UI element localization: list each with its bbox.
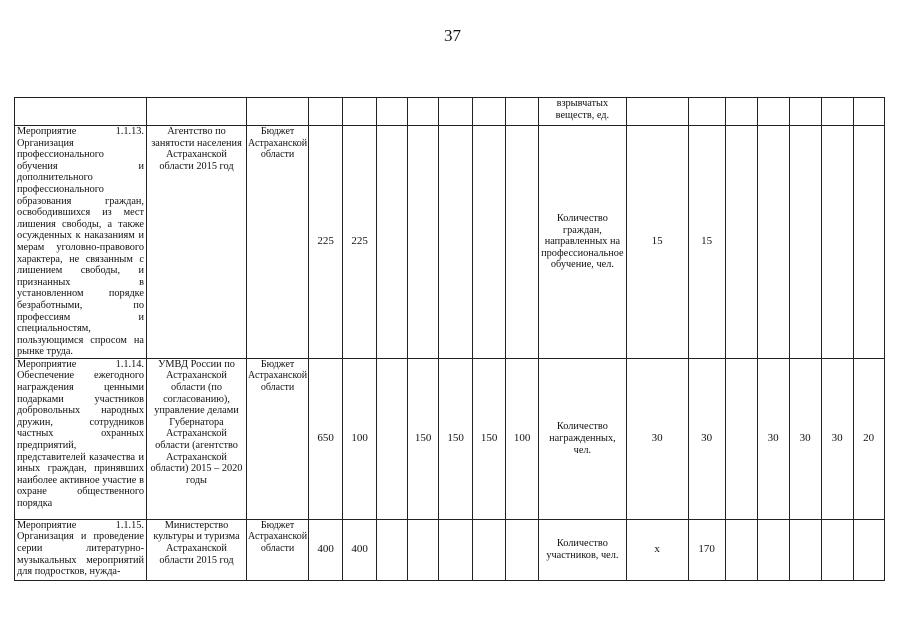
target-cell: 30 — [757, 358, 789, 519]
target-cell: 15 — [688, 126, 725, 359]
table-cell — [309, 98, 343, 126]
target-cell — [757, 519, 789, 580]
table-row — [15, 126, 885, 359]
target-cell: 30 — [688, 358, 725, 519]
indicator-cell: Количество награжденных, чел. — [539, 358, 626, 519]
year-cell — [408, 126, 439, 359]
year-cell: 225 — [343, 126, 377, 359]
executor-cell: Агентство по занятости населения Астраханской области 2015 год — [147, 126, 247, 359]
table-row — [15, 358, 885, 519]
table-cell — [626, 98, 688, 126]
indicator-cell: Количество граждан, направленных на профессиональное обучение, чел. — [539, 126, 626, 359]
year-cell — [473, 519, 506, 580]
table-cell — [757, 98, 789, 126]
year-cell — [377, 126, 408, 359]
base-value-cell: 15 — [626, 126, 688, 359]
page-number: 37 — [444, 26, 461, 45]
year-cell — [377, 358, 408, 519]
year-cell: 150 — [408, 358, 439, 519]
year-cell — [506, 519, 539, 580]
year-cell: 400 — [343, 519, 377, 580]
target-cell — [821, 519, 853, 580]
table-cell — [473, 98, 506, 126]
table-cell — [408, 98, 439, 126]
total-cell: 225 — [309, 126, 343, 359]
table-row — [15, 519, 885, 580]
table-cell — [506, 98, 539, 126]
table-cell — [247, 98, 309, 126]
table-cell — [789, 98, 821, 126]
event-cell: Мероприятие 1.1.15. Организация и проведение серии литературно-музыкальных мероприятий для подростков, нужда- — [15, 519, 147, 580]
total-cell: 650 — [309, 358, 343, 519]
year-cell: 100 — [506, 358, 539, 519]
table-cell — [725, 98, 757, 126]
total-cell: 400 — [309, 519, 343, 580]
year-cell — [439, 126, 473, 359]
table-row — [15, 98, 885, 126]
year-cell: 150 — [439, 358, 473, 519]
table-cell — [147, 98, 247, 126]
target-cell — [821, 126, 853, 359]
target-cell — [789, 519, 821, 580]
table-cell — [853, 98, 884, 126]
source-cell: Бюджет Астраханской области — [247, 358, 309, 519]
executor-cell: УМВД России по Астраханской области (по согласованию), управление делами Губернатора Астраханской области (агентство Астраханской области) 2015 – 2020 годы — [147, 358, 247, 519]
table-cell — [377, 98, 408, 126]
year-cell — [377, 519, 408, 580]
target-cell: 20 — [853, 358, 884, 519]
table-cell — [15, 98, 147, 126]
program-table — [14, 97, 885, 581]
event-cell: Мероприятие 1.1.14. Обеспечение ежегодного награждения ценными подарками участников добровольных народных дружин, сотрудников частных охранных предприятий, представителей казачества и иных граждан, принявших наиболее активное участие в охране общественного порядка — [15, 358, 147, 519]
target-cell: 30 — [821, 358, 853, 519]
indicator-cell: взрывчатых веществ, ед. — [539, 98, 626, 126]
year-cell: 100 — [343, 358, 377, 519]
target-cell — [757, 126, 789, 359]
table-cell — [821, 98, 853, 126]
target-cell — [789, 126, 821, 359]
table-cell — [343, 98, 377, 126]
base-value-cell: 30 — [626, 358, 688, 519]
source-cell: Бюджет Астраханской области — [247, 519, 309, 580]
target-cell: 30 — [789, 358, 821, 519]
indicator-cell: Количество участников, чел. — [539, 519, 626, 580]
target-cell — [853, 519, 884, 580]
executor-cell: Министерство культуры и туризма Астраханской области 2015 год — [147, 519, 247, 580]
year-cell — [439, 519, 473, 580]
year-cell — [408, 519, 439, 580]
table-cell — [688, 98, 725, 126]
year-cell: 150 — [473, 358, 506, 519]
source-cell: Бюджет Астраханской области — [247, 126, 309, 359]
event-cell: Мероприятие 1.1.13. Организация профессионального обучения и дополнительного профессионального образования граждан, освободившихся из мест лишения свободы, а также осужденных к наказаниям и мерам уголовно-правового характера, не связанным с лишением свободы, и признанных в установленном порядке безработными, по профессиям и специальностям, пользующимся спросом на рынке труда. — [15, 126, 147, 359]
target-cell — [725, 519, 757, 580]
target-cell — [853, 126, 884, 359]
base-value-cell: х — [626, 519, 688, 580]
target-cell — [725, 126, 757, 359]
target-cell — [725, 358, 757, 519]
table-cell — [439, 98, 473, 126]
target-cell: 170 — [688, 519, 725, 580]
year-cell — [473, 126, 506, 359]
year-cell — [506, 126, 539, 359]
